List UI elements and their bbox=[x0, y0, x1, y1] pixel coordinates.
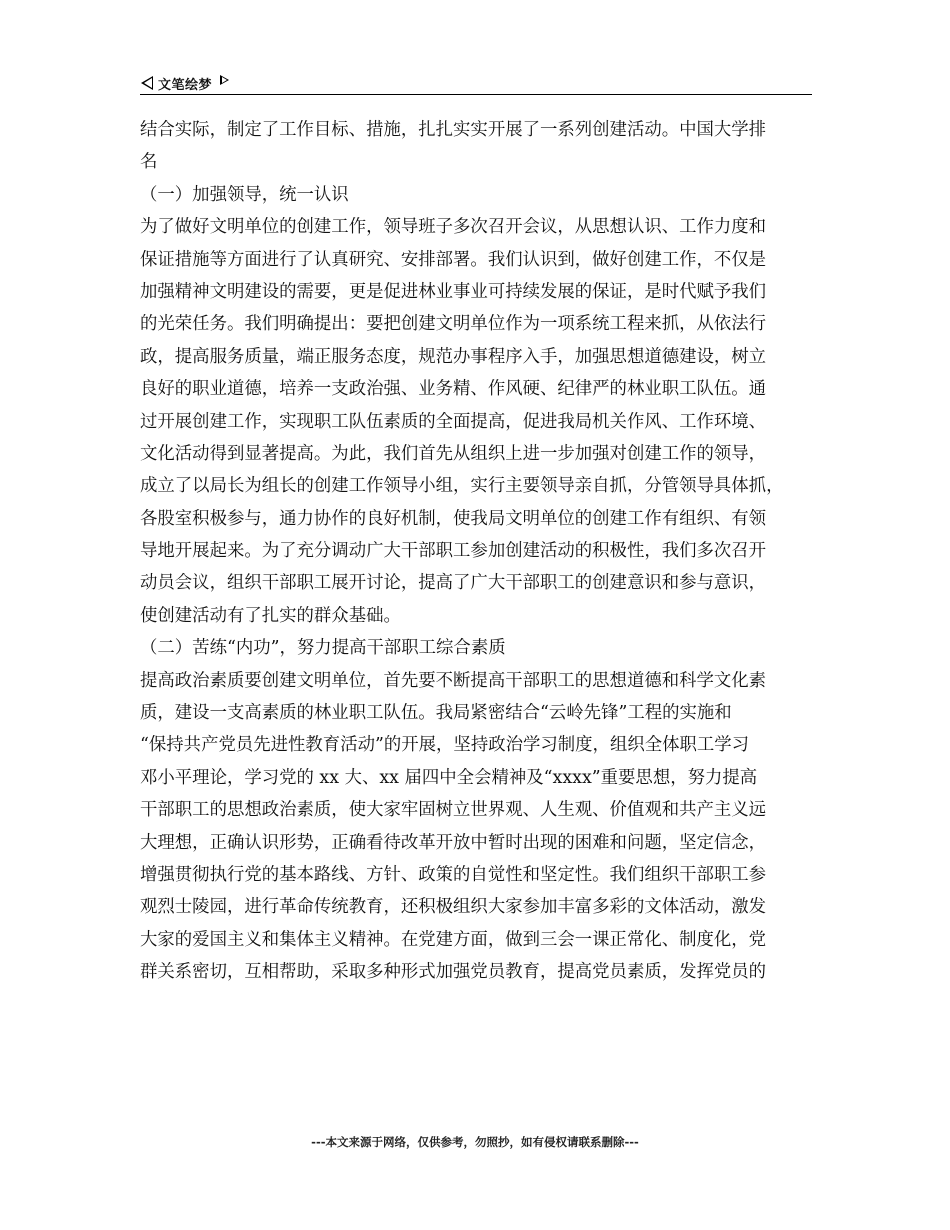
text-line: 加强精神文明建设的需要，更是促进林业事业可持续发展的保证，是时代赋予我们 bbox=[140, 281, 767, 302]
text-line: 为了做好文明单位的创建工作，领导班子多次召开会议，从思想认识、工作力度和 bbox=[140, 217, 767, 238]
section-heading: （一）加强领导，统一认识 bbox=[140, 184, 349, 205]
page-header bbox=[140, 72, 812, 95]
text-line: “保持共产党员先进性教育活动”的开展，坚持政治学习制度，组织全体职工学习 bbox=[140, 735, 750, 756]
text-line: 过开展创建工作，实现职工队伍素质的全面提高，促进我局机关作风、工作环境、 bbox=[140, 411, 767, 432]
page-footer: ---本文来源于网络，仅供参考，勿照抄，如有侵权请联系删除--- bbox=[311, 1135, 639, 1149]
text-line: 动员会议，组织干部职工展开讨论，提高了广大干部职工的创建意识和参与意识， bbox=[140, 573, 767, 594]
text-line: 成立了以局长为组长的创建工作领导小组，实行主要领导亲自抓，分管领导具体抓， bbox=[140, 476, 784, 497]
section-heading: （二）苦练“内功”，努力提高干部职工综合素质 bbox=[140, 638, 506, 659]
text-line: 群关系密切，互相帮助，采取多种形式加强党员教育，提高党员素质，发挥党员的 bbox=[140, 962, 767, 983]
text-line: 大家的爱国主义和集体主义精神。在党建方面，做到三会一课正常化、制度化，党 bbox=[140, 929, 767, 950]
text-line: 使创建活动有了扎实的群众基础。 bbox=[140, 605, 401, 626]
text-line: 干部职工的思想政治素质，使大家牢固树立世界观、人生观、价值观和共产主义远 bbox=[140, 800, 767, 821]
document-body bbox=[140, 114, 816, 989]
text-line: 邓小平理论，学习党的 xx 大、xx 届四中全会精神及“xxxx”重要思想，努力提高 bbox=[140, 767, 758, 788]
text-line: 大理想，正确认识形势，正确看待改革开放中暂时出现的困难和问题，坚定信念， bbox=[140, 832, 767, 853]
text-line: 保证措施等方面进行了认真研究、安排部署。我们认识到，做好创建工作，不仅是 bbox=[140, 249, 767, 270]
triangle-left-icon bbox=[140, 76, 152, 90]
text-line: 的光荣任务。我们明确提出：要把创建文明单位作为一项系统工程来抓，从依法行 bbox=[140, 314, 767, 335]
text-line: 政，提高服务质量，端正服务态度，规范办事程序入手，加强思想道德建设，树立 bbox=[140, 346, 767, 367]
header-brand: 文笔绘梦 bbox=[158, 77, 213, 93]
text-line: 良好的职业道德，培养一支政治强、业务精、作风硬、纪律严的林业职工队伍。通 bbox=[140, 379, 767, 400]
text-line: 结合实际，制定了工作目标、措施，扎扎实实开展了一系列创建活动。中国大学排 bbox=[140, 120, 767, 140]
text-line: 质，建设一支高素质的林业职工队伍。我局紧密结合“云岭先锋”工程的实施和 bbox=[140, 703, 732, 724]
text-line: 观烈士陵园，进行革命传统教育，还积极组织大家参加丰富多彩的文体活动，激发 bbox=[140, 897, 767, 918]
triangle-right-icon bbox=[220, 75, 229, 85]
text-line: 文化活动得到显著提高。为此，我们首先从组织上进一步加强对创建工作的领导， bbox=[140, 443, 767, 464]
text-line: 提高政治素质要创建文明单位，首先要不断提高干部职工的思想道德和科学文化素 bbox=[140, 670, 767, 691]
text-line: 各股室积极参与，通力协作的良好机制，使我局文明单位的创建工作有组织、有领 bbox=[140, 508, 767, 529]
text-line: 增强贯彻执行党的基本路线、方针、政策的自觉性和坚定性。我们组织干部职工参 bbox=[140, 864, 767, 885]
text-line: 导地开展起来。为了充分调动广大干部职工参加创建活动的积极性，我们多次召开 bbox=[140, 541, 767, 562]
text-line: 名 bbox=[140, 152, 158, 173]
